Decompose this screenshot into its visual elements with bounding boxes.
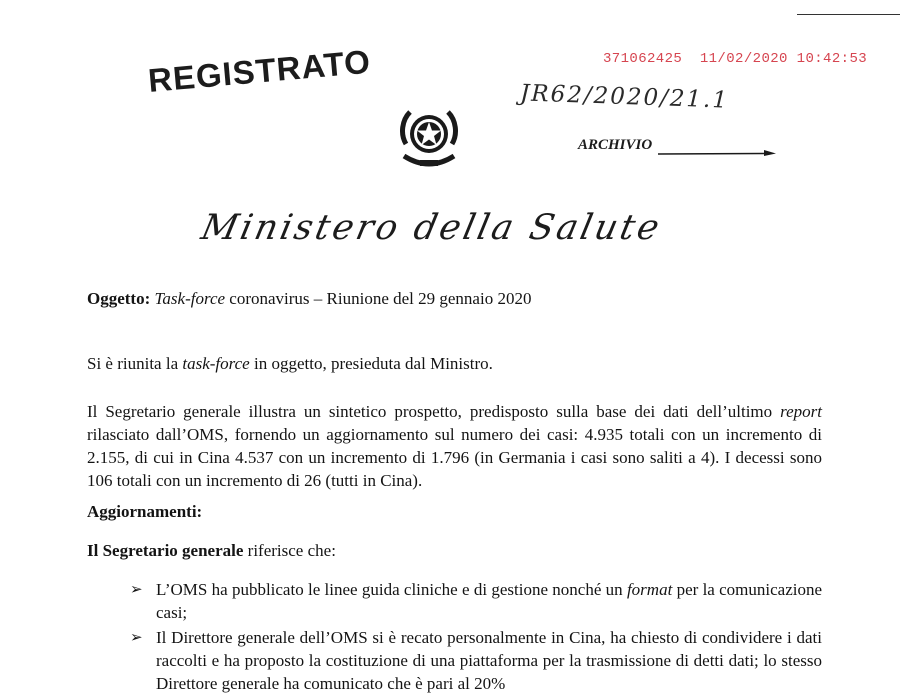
section-heading: Aggiornamenti: xyxy=(87,502,203,521)
subject-text: coronavirus – Riunione del 29 gennaio 2020 xyxy=(229,289,532,308)
intro-paragraph: Si è riunita la task-force in oggetto, presieduta dal Ministro. xyxy=(87,354,493,373)
subject-line xyxy=(87,289,531,309)
top-edge-line xyxy=(797,14,900,15)
archivio-label: ARCHIVIO xyxy=(578,137,653,153)
protocol-time: 10:42:53 xyxy=(796,51,868,67)
registrato-stamp: REGISTRATO xyxy=(146,42,373,100)
handwritten-reference: JR62/2020/21.1 xyxy=(519,80,730,114)
ministry-letterhead: Ministero della Salute xyxy=(198,208,666,248)
arrow-bullet-icon: ➢ xyxy=(130,580,143,598)
list-item: ➢ L’OMS ha pubblicato le linee guida cliniche e di gestione nonché un format per la comunicazione casi; xyxy=(130,580,823,622)
protocol-date: 11/02/2020 xyxy=(699,51,788,67)
protocol-number: 371062425 xyxy=(603,51,683,67)
arrow-bullet-icon: ➢ xyxy=(130,628,143,646)
summary-paragraph: Il Segretario generale illustra un sintetico prospetto, predisposto sulla base dei dati dell’ultimo report rilasciato dall’OMS, fornendo un aggiornamento sul numero dei casi: 4.935 totali con un incremento di 2.155, di cui in Cina 4.537 con un incremento di 1.796 (in Germania i casi sono saliti a 4). I decessi sono 106 totali con un incremento di 26 (tutti in Cina). xyxy=(87,402,822,490)
protocol-stamp xyxy=(603,51,867,67)
subject-italic: Task-force xyxy=(154,289,226,308)
speaker-line: Il Segretario generale riferisce che: xyxy=(87,541,336,560)
archivio-underline xyxy=(658,150,776,156)
bullet-list xyxy=(130,578,822,697)
subject-label: Oggetto: xyxy=(87,289,151,308)
list-item: ➢ Il Direttore generale dell’OMS si è recato personalmente in Cina, ha chiesto di condividere i dati raccolti e ha proposto la costituzione di una piattaforma per la trasmissione di detti dati; lo stesso Direttore generale ha comunicato che è pari al 20% xyxy=(130,628,822,693)
italian-republic-emblem-icon xyxy=(396,100,462,176)
